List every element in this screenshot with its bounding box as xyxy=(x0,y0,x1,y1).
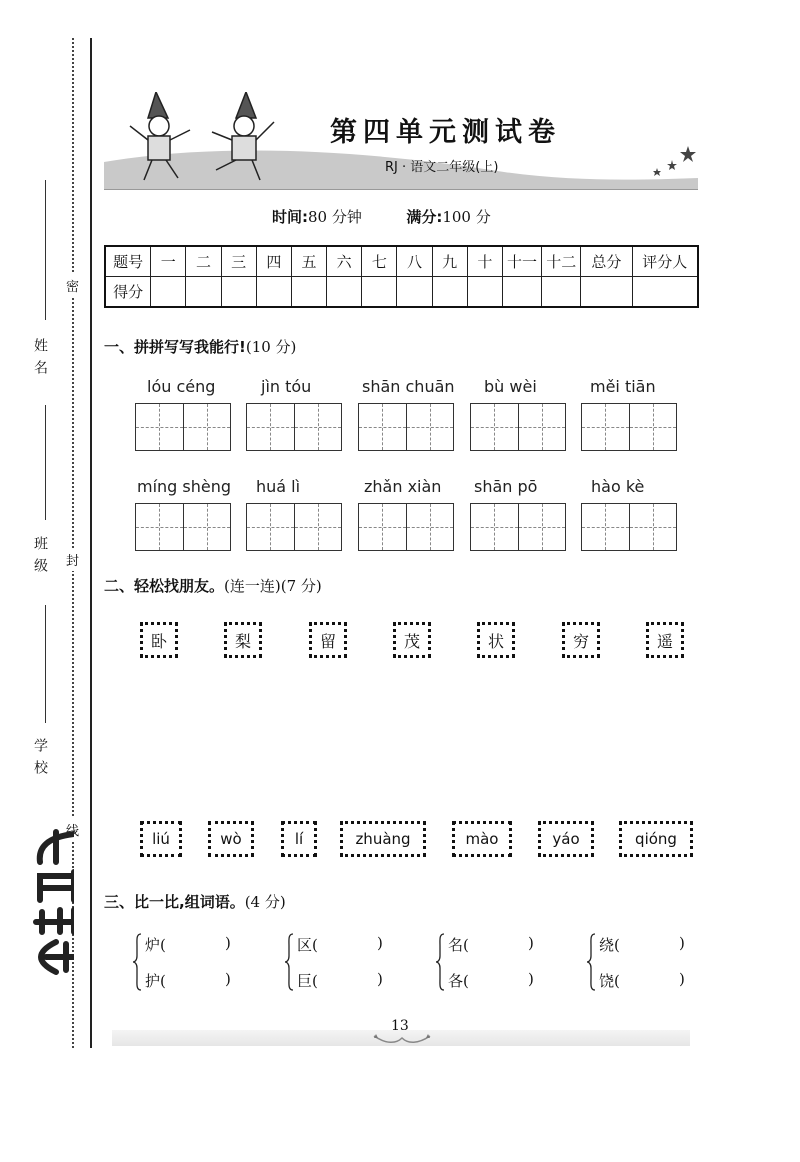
score-cell: 总分 xyxy=(581,246,632,277)
section3-heading: 三、比一比,组词语。(4 分) xyxy=(104,893,286,911)
score-cell: 十一 xyxy=(502,246,541,277)
class-line xyxy=(45,405,46,520)
score-input-cell[interactable] xyxy=(151,277,186,308)
name-label: 姓名 xyxy=(32,338,48,382)
match-pinyin[interactable]: liú xyxy=(140,821,182,857)
score-row-label: 得分 xyxy=(105,277,151,308)
brace-icon xyxy=(133,932,143,992)
pinyin-label: huá lì xyxy=(256,477,301,496)
seal-char-mi: 密 xyxy=(66,274,79,297)
school-line xyxy=(45,605,46,723)
score-input-cell[interactable] xyxy=(327,277,362,308)
score-input-cell[interactable] xyxy=(502,277,541,308)
match-pinyin[interactable]: mào xyxy=(452,821,512,857)
pinyin-label: shān chuān xyxy=(362,377,455,396)
score-table-score-row xyxy=(105,277,698,308)
section1-heading: 一、拼拼写写我能行!(10 分) xyxy=(104,338,297,356)
writing-box[interactable] xyxy=(470,403,566,451)
match-char[interactable]: 卧 xyxy=(140,622,178,658)
close-paren: ) xyxy=(679,970,685,988)
match-char[interactable]: 穷 xyxy=(562,622,600,658)
match-char[interactable]: 梨 xyxy=(224,622,262,658)
score-cell: 一 xyxy=(151,246,186,277)
page-number: 13 xyxy=(391,1018,409,1034)
pinyin-label: jìn tóu xyxy=(261,377,312,396)
time-and-score xyxy=(272,206,491,227)
compare-word: 护( xyxy=(145,972,166,990)
compare-word: 巨( xyxy=(297,972,318,990)
seal-char-xian: 线 xyxy=(66,818,79,841)
score-input-cell[interactable] xyxy=(581,277,632,308)
score-input-cell[interactable] xyxy=(467,277,502,308)
score-input-cell[interactable] xyxy=(221,277,256,308)
match-char[interactable]: 状 xyxy=(477,622,515,658)
page-title: 第四单元测试卷 xyxy=(330,117,561,148)
score-input-cell[interactable] xyxy=(542,277,581,308)
score-cell: 题号 xyxy=(105,246,151,277)
writing-box[interactable] xyxy=(246,403,342,451)
pinyin-label: měi tiān xyxy=(590,377,656,396)
compare-word: 绕( xyxy=(599,936,620,954)
close-paren: ) xyxy=(377,970,383,988)
class-label: 班级 xyxy=(32,536,48,580)
score-input-cell[interactable] xyxy=(632,277,698,308)
close-paren: ) xyxy=(528,970,534,988)
compare-word: 各( xyxy=(448,972,469,990)
brace-icon xyxy=(587,932,597,992)
compare-pair xyxy=(587,932,727,992)
score-cell: 八 xyxy=(397,246,432,277)
page-subtitle: RJ · 语文二年级(上) xyxy=(385,160,499,175)
match-pinyin[interactable]: wò xyxy=(208,821,254,857)
score-cell: 七 xyxy=(362,246,397,277)
time-label: 时间: xyxy=(272,208,308,226)
match-char[interactable]: 留 xyxy=(309,622,347,658)
compare-word: 名( xyxy=(448,936,469,954)
brand-logo xyxy=(14,812,74,982)
pinyin-label: bù wèi xyxy=(484,377,537,396)
match-pinyin[interactable]: qióng xyxy=(619,821,693,857)
score-cell: 五 xyxy=(291,246,326,277)
name-line xyxy=(45,180,46,320)
score-cell: 九 xyxy=(432,246,467,277)
match-pinyin[interactable]: zhuàng xyxy=(340,821,426,857)
seal-char-feng: 封 xyxy=(66,548,79,571)
compare-word: 区( xyxy=(297,936,318,954)
compare-pair xyxy=(133,932,273,992)
score-table xyxy=(104,245,699,308)
score-cell: 三 xyxy=(221,246,256,277)
score-input-cell[interactable] xyxy=(186,277,221,308)
full-score-value: 100 分 xyxy=(442,208,491,226)
writing-box[interactable] xyxy=(581,503,677,551)
score-input-cell[interactable] xyxy=(362,277,397,308)
score-input-cell[interactable] xyxy=(397,277,432,308)
writing-box[interactable] xyxy=(135,503,231,551)
score-cell: 六 xyxy=(327,246,362,277)
brace-icon xyxy=(285,932,295,992)
score-input-cell[interactable] xyxy=(432,277,467,308)
compare-word: 炉( xyxy=(145,936,166,954)
pinyin-label: zhǎn xiàn xyxy=(364,477,442,496)
brace-icon xyxy=(436,932,446,992)
writing-box[interactable] xyxy=(358,403,454,451)
stars-decoration xyxy=(653,146,696,176)
writing-box[interactable] xyxy=(135,403,231,451)
pinyin-label: hào kè xyxy=(591,477,645,496)
score-input-cell[interactable] xyxy=(256,277,291,308)
time-value: 80 分钟 xyxy=(308,208,362,226)
score-cell: 评分人 xyxy=(632,246,698,277)
pinyin-label: míng shèng xyxy=(137,477,232,496)
school-label: 学校 xyxy=(32,738,48,782)
close-paren: ) xyxy=(377,934,383,952)
pinyin-label: lóu céng xyxy=(147,377,216,396)
writing-box[interactable] xyxy=(581,403,677,451)
match-char[interactable]: 茂 xyxy=(393,622,431,658)
pinyin-label: shān pō xyxy=(474,477,538,496)
section2-heading: 二、轻松找朋友。(连一连)(7 分) xyxy=(104,577,322,595)
score-input-cell[interactable] xyxy=(291,277,326,308)
compare-pair xyxy=(285,932,425,992)
writing-box[interactable] xyxy=(470,503,566,551)
score-cell: 二 xyxy=(186,246,221,277)
close-paren: ) xyxy=(225,934,231,952)
score-cell: 四 xyxy=(256,246,291,277)
writing-box[interactable] xyxy=(246,503,342,551)
score-table-header-row xyxy=(105,246,698,277)
compare-pair xyxy=(436,932,576,992)
match-char[interactable]: 遥 xyxy=(646,622,684,658)
close-paren: ) xyxy=(225,970,231,988)
close-paren: ) xyxy=(528,934,534,952)
writing-box[interactable] xyxy=(358,503,454,551)
compare-word: 饶( xyxy=(599,972,620,990)
match-pinyin[interactable]: lí xyxy=(281,821,317,857)
close-paren: ) xyxy=(679,934,685,952)
footer-ornament-icon xyxy=(372,1032,432,1046)
match-pinyin[interactable]: yáo xyxy=(538,821,594,857)
score-cell: 十二 xyxy=(542,246,581,277)
full-score-label: 满分: xyxy=(406,208,443,226)
binding-solid-line xyxy=(90,38,92,1048)
score-cell: 十 xyxy=(467,246,502,277)
